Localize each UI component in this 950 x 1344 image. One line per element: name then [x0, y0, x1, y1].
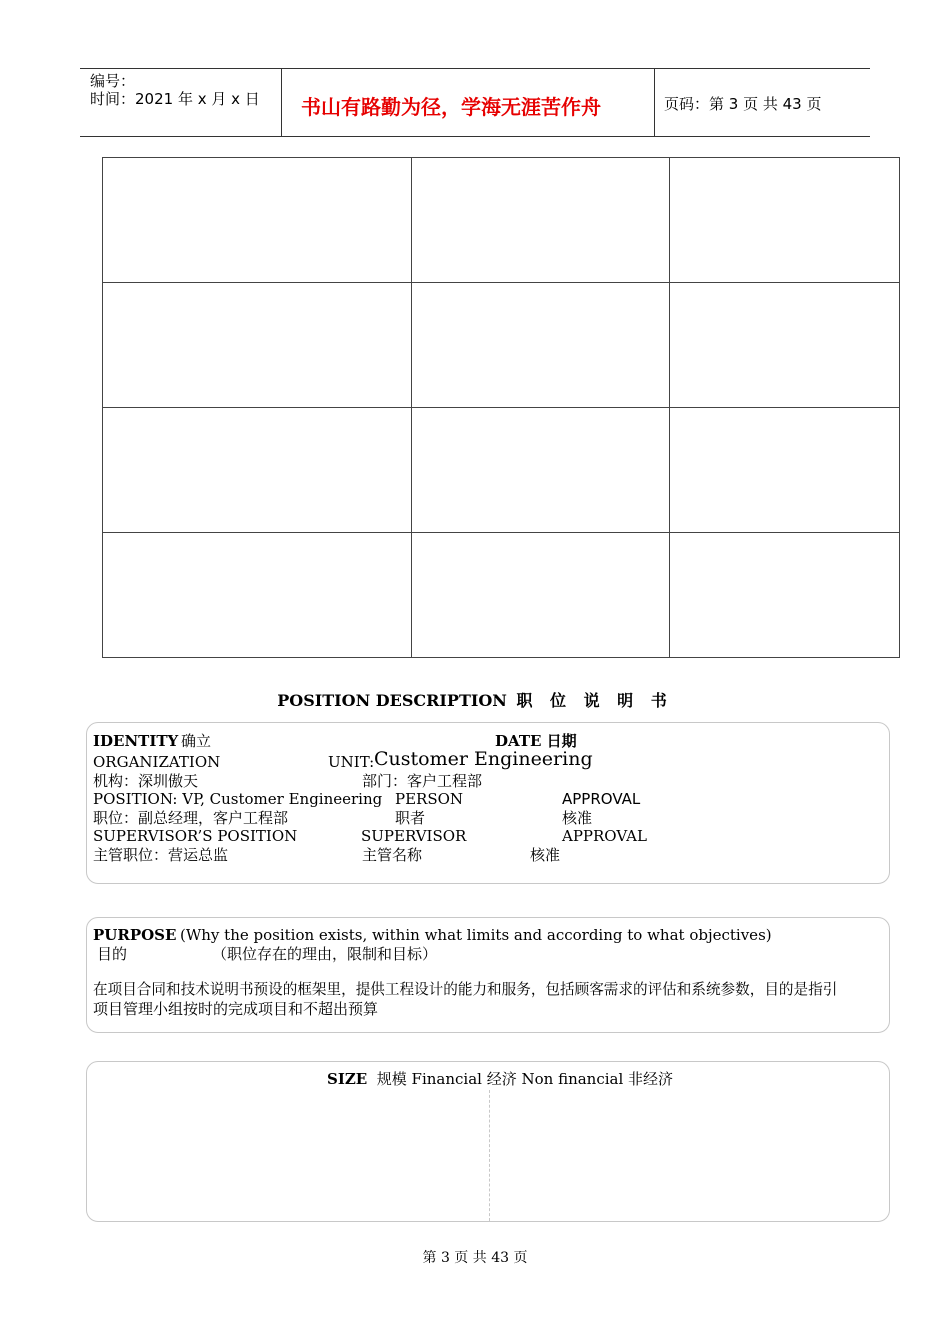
- supervisor-label: SUPERVISOR: [361, 827, 467, 845]
- table-cell: [412, 408, 670, 533]
- header-bottom-rule: [80, 136, 870, 137]
- table-row: [103, 158, 900, 283]
- empty-grid-table: [102, 157, 900, 658]
- identity-label: IDENTITY: [93, 732, 179, 750]
- table-cell: [103, 283, 412, 408]
- table-cell: [103, 408, 412, 533]
- table-row: [103, 283, 900, 408]
- header-date-label: 时间：2021 年 x 月 x 日: [90, 90, 260, 108]
- header-number-label: 编号：: [90, 72, 136, 90]
- table-row: [103, 408, 900, 533]
- unit-value: Customer Engineering: [374, 748, 593, 770]
- table-cell: [412, 533, 670, 658]
- document-title-en: POSITION DESCRIPTION: [277, 691, 507, 710]
- table-cell: [103, 533, 412, 658]
- size-column-divider: [489, 1090, 490, 1221]
- department-cn: 部门：客户工程部: [362, 772, 483, 790]
- purpose-description-en: (Why the position exists, within what limits and according to what objectives): [180, 926, 772, 944]
- size-heading: [327, 1070, 673, 1088]
- table-row: [103, 533, 900, 658]
- size-section: [86, 1061, 890, 1222]
- approval-label-1: APPROVAL: [562, 790, 641, 808]
- organization-label: ORGANIZATION: [93, 753, 221, 771]
- purpose-description-cn: （职位存在的理由，限制和目标）: [212, 945, 438, 963]
- identity-label-cn: 确立: [181, 732, 212, 750]
- purpose-label: PURPOSE: [93, 926, 177, 944]
- organization-cn: 机构：深圳傲天: [93, 772, 199, 790]
- document-title-cn: 职 位 说 明 书: [516, 691, 673, 710]
- table-cell: [670, 158, 900, 283]
- header-motto: 书山有路勤为径，学海无涯苦作舟: [301, 95, 601, 119]
- table-cell: [670, 283, 900, 408]
- header-top-rule: [80, 68, 870, 69]
- approval-cn-2: 核准: [530, 846, 561, 864]
- person-cn: 职者: [395, 809, 426, 827]
- size-heading-rest: 规模 Financial 经济 Non financial 非经济: [376, 1070, 674, 1088]
- header-separator-left: [281, 68, 282, 136]
- position-en: POSITION: VP, Customer Engineering: [93, 790, 383, 808]
- header-separator-right: [654, 68, 655, 136]
- position-cn: 职位：副总经理，客户工程部: [93, 809, 289, 827]
- size-label: SIZE: [327, 1070, 368, 1088]
- page-footer: 第 3 页 共 43 页: [422, 1250, 528, 1266]
- approval-cn-1: 核准: [562, 809, 593, 827]
- header-page-label: 页码：第 3 页 共 43 页: [664, 95, 822, 113]
- unit-prefix: UNIT:: [328, 753, 375, 771]
- purpose-label-cn: 目的: [97, 945, 128, 963]
- supervisor-position-label: SUPERVISOR’S POSITION: [93, 827, 298, 845]
- date-label: DATE 日期: [495, 732, 577, 750]
- table-cell: [670, 408, 900, 533]
- person-label: PERSON: [395, 790, 464, 808]
- supervisor-position-cn: 主管职位：营运总监: [93, 846, 229, 864]
- purpose-section: [86, 917, 890, 1033]
- table-cell: [103, 158, 412, 283]
- table-cell: [412, 283, 670, 408]
- document-title: [0, 688, 950, 711]
- purpose-body-line-1: 在项目合同和技术说明书预设的框架里，提供工程设计的能力和服务，包括顾客需求的评估和系统参数，目的是指引: [93, 981, 838, 998]
- approval-label-2: APPROVAL: [562, 827, 647, 845]
- purpose-body-line-2: 项目管理小组按时的完成项目和不超出预算: [93, 1000, 379, 1018]
- table-cell: [670, 533, 900, 658]
- identity-section: [86, 722, 890, 884]
- table-cell: [412, 158, 670, 283]
- supervisor-name-cn: 主管名称: [362, 846, 423, 864]
